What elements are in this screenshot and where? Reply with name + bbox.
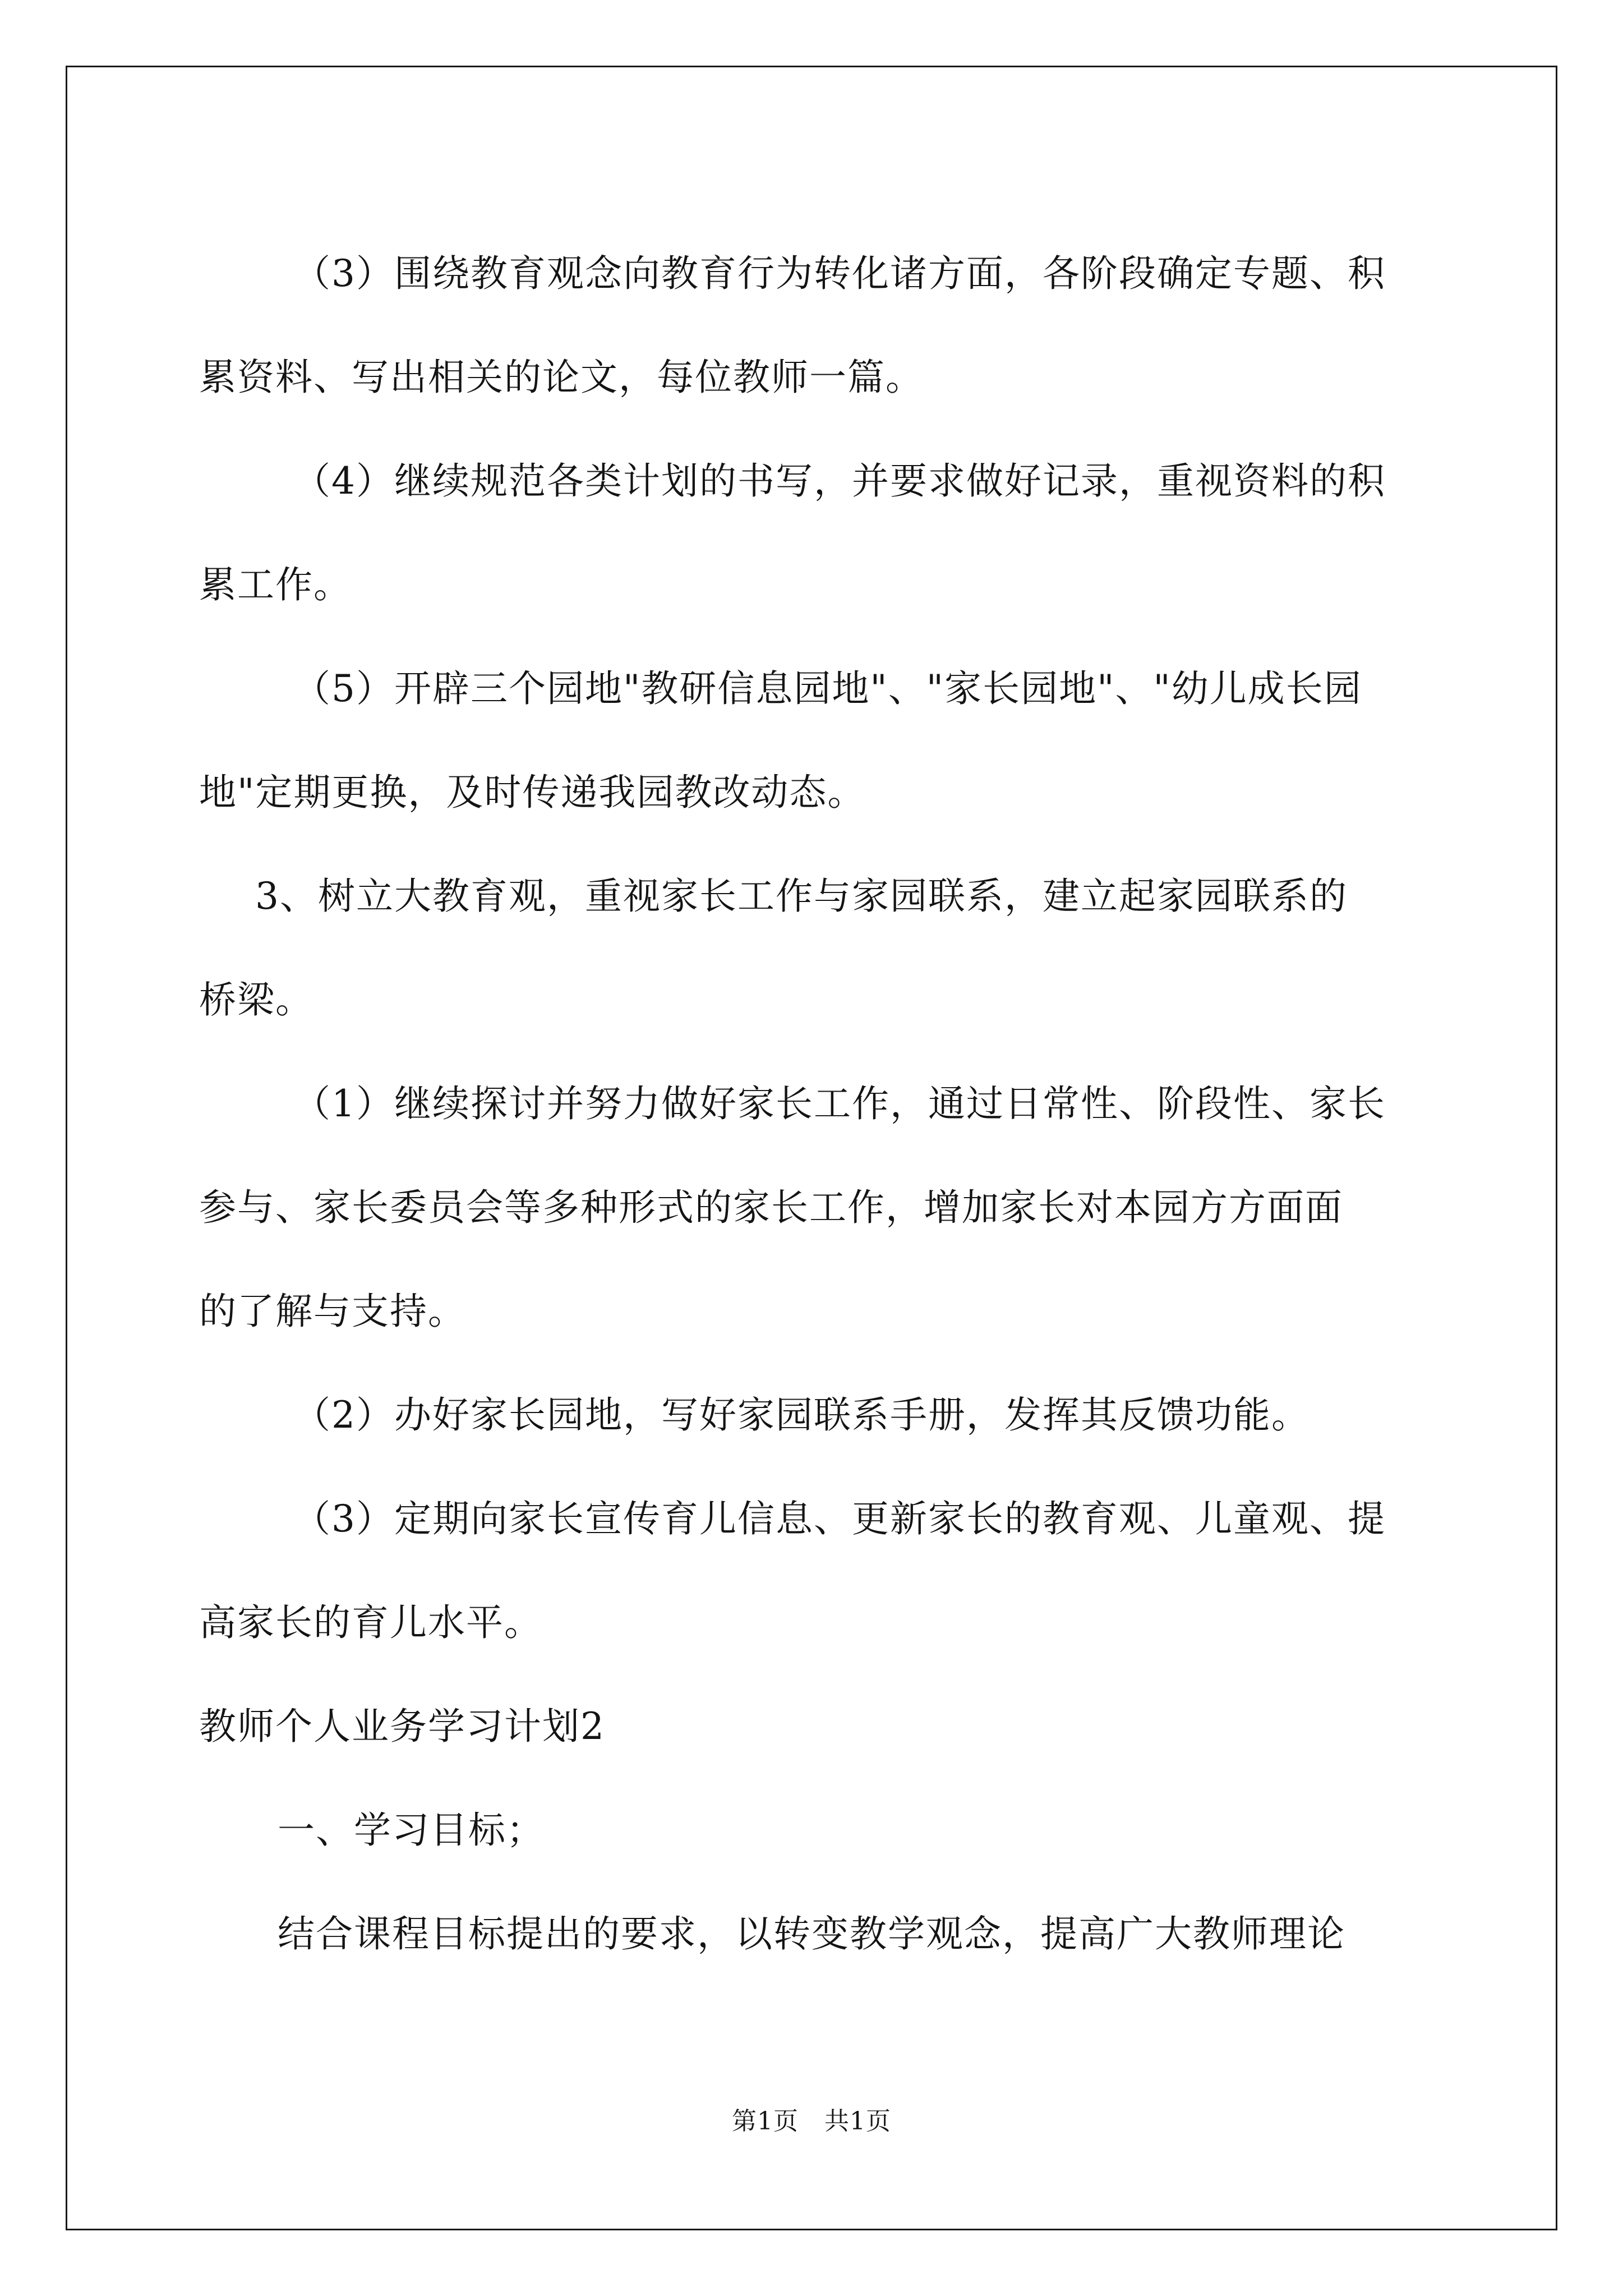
text-line: （5）开辟三个园地"教研信息园地"、"家长园地"、"幼儿成长园	[293, 667, 1362, 710]
text-line: 高家长的育儿水平。	[199, 1601, 542, 1644]
page-footer	[0, 2101, 1623, 2137]
text-line: 结合课程目标提出的要求，以转变教学观念，提高广大教师理论	[278, 1912, 1345, 1955]
paragraph-item-3	[199, 222, 1427, 429]
text-line: 累资料、写出相关的论文，每位教师一篇。	[199, 356, 924, 399]
text-line: 地"定期更换，及时传递我园教改动态。	[199, 771, 866, 814]
page-number: 第1页	[732, 2107, 799, 2136]
text-line: （3）围绕教育观念向教育行为转化诸方面，各阶段确定专题、积	[293, 252, 1386, 295]
text-line: （4）继续规范各类计划的书写，并要求做好记录，重视资料的积	[293, 459, 1386, 503]
text-line: 参与、家长委员会等多种形式的家长工作，增加家长对本园方方面面	[199, 1186, 1343, 1229]
text-line: 的了解与支持。	[199, 1290, 466, 1333]
page-total: 共1页	[824, 2107, 891, 2136]
section-3-paragraph	[199, 844, 1427, 1052]
paragraph-item-5	[199, 637, 1427, 844]
text-line: 3、树立大教育观，重视家长工作与家园联系，建立起家园联系的	[255, 875, 1348, 918]
text-line: （2）办好家长园地，写好家园联系手册，发挥其反馈功能。	[293, 1393, 1310, 1437]
section-heading	[199, 1674, 1427, 1778]
text-line: 一、学习目标；	[278, 1809, 545, 1852]
text-line: 桥梁。	[199, 978, 313, 1022]
heading-line: 教师个人业务学习计划2	[199, 1705, 605, 1748]
goal-paragraph	[199, 1882, 1427, 1986]
section-3-item-3	[199, 1467, 1427, 1674]
section-3-item-1	[199, 1052, 1427, 1363]
text-line: 累工作。	[199, 563, 352, 606]
section-3-item-2	[199, 1363, 1427, 1467]
goal-heading	[199, 1778, 1427, 1882]
text-line: （1）继续探讨并努力做好家长工作，通过日常性、阶段性、家长	[293, 1082, 1386, 1125]
text-line: （3）定期向家长宣传育儿信息、更新家长的教育观、儿童观、提	[293, 1497, 1386, 1540]
document-body	[199, 222, 1427, 1986]
paragraph-item-4	[199, 429, 1427, 637]
